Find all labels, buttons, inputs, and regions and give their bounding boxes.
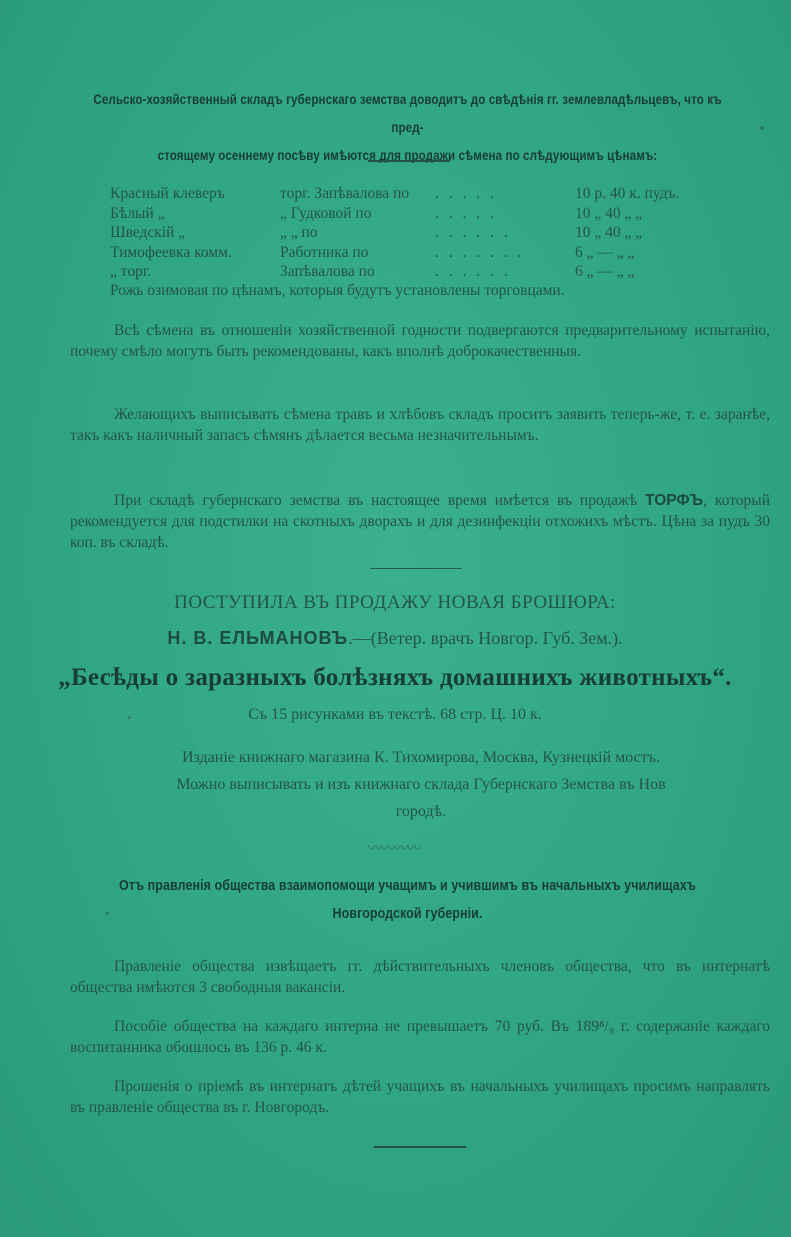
seed-price: 6 „ — „ „ [575,263,635,280]
seed-price: 10 „ 40 „ „ [575,204,643,222]
author-note: .—(Ветер. врачъ Новгор. Губ. Зем.). [348,628,623,648]
seed-source: Работника по [280,243,369,261]
bottom-double-rule [374,1146,466,1148]
price-row [110,223,730,243]
seed-name: Шведскій „ [110,224,186,241]
seed-name: Красный клеверъ [110,185,225,202]
peat-bold: ТОРФЪ [645,492,704,509]
publisher-info [66,744,776,825]
seed-price: 10 „ 40 „ „ [575,224,643,241]
warehouse-heading-line2: стоящему осеннему посѣву имѣются для продажи сѣмена по слѣдующимъ цѣнамъ: [157,148,658,163]
publisher-line3: городѣ. [395,803,447,820]
leader-dots: . . . . . . . [435,243,525,261]
price-row [110,204,730,224]
peat-paragraph [70,490,770,553]
seed-price: 6 „ — „ „ [575,243,635,261]
leader-dots: . . . . . . [435,263,511,280]
society-heading [91,872,723,928]
publisher-line1: Изданіе книжнаго магазина К. Тихомирова, Москва, Кузнецкій мостъ. [181,749,661,766]
new-brochure-announcement: ПОСТУПИЛА ВЪ ПРОДАЖУ НОВАЯ БРОШЮРА: [174,592,616,613]
author-name: Н. В. ЕЛЬМАНОВЪ [167,628,349,648]
print-speck [760,126,764,130]
price-row [110,262,730,282]
leader-dots: . . . . . [435,204,497,222]
leader-dots: . . . . . [435,185,497,202]
seed-name: Тимофеевка комм. [110,243,232,261]
seed-name: Бѣлый „ [110,204,165,222]
brochure-author [40,628,750,649]
society-heading-line2: Новгородской губерніи. [332,906,483,922]
society-heading-line1: Отъ правленія общества взаимопомощи учащимъ и учившимъ въ начальныхъ училищахъ [118,878,697,894]
warehouse-heading-line1: Сельско-хозяйственный складъ губернскаго земства доводитъ до свѣдѣнія гг. землевладѣльцевъ, что къ пред- [93,92,722,135]
divider-rule [370,568,462,569]
peat-text-before: При складѣ губернскаго земства въ настоящее время имѣется въ продажѣ [114,492,646,509]
publisher-line2: Можно выписывать и изъ книжнаго склада Губернскаго Земства въ Нов [176,776,666,793]
petition-paragraph: Прошенія о пріемѣ въ интернатъ дѣтей учащихъ въ начальныхъ училищахъ просимъ направлять въ правленіе общества въ г. Новгородъ. [70,1078,770,1116]
print-speck [106,912,109,915]
vacancy-paragraph: Правленіе общества извѣщаетъ гг. дѣйствительныхъ членовъ общества, что въ интернатѣ общества имѣются 3 свободныя вакансіи. [70,958,770,996]
double-rule [368,160,450,162]
leader-dots: . . . . . . [435,224,511,241]
print-speck [128,716,131,719]
price-row [110,184,730,204]
warehouse-heading [91,86,723,170]
order-paragraph: Желающихъ выписывать сѣмена травъ и хлѣбовъ складъ проситъ заявить теперь-же, т. е. заранѣе, такъ какъ наличный запасъ сѣмянъ дѣлается весьма незначительнымъ. [70,406,770,444]
price-row [110,243,730,263]
seed-source: „ „ по [280,224,318,241]
rye-line: Рожь озимовая по цѣнамъ, которыя будутъ установлены торговцами. [110,282,565,299]
seed-name: „ торг. [110,263,152,280]
seed-quality-paragraph: Всѣ сѣмена въ отношеніи хозяйственной годности подвергаются предварительному испытанію, почему смѣло могутъ быть рекомендованы, какъ вполнѣ доброкачественныя. [70,322,770,360]
brochure-info: Съ 15 рисунками въ текстѣ. 68 стр. Ц. 10 к. [248,706,542,723]
seed-source: Запѣвалова по [280,263,375,280]
brochure-title: „Бесѣды о заразныхъ болѣзняхъ домашнихъ животныхъ“. [58,664,732,691]
wavy-divider: 〰〰〰〰 [368,842,420,857]
seed-source: торг. Запѣвалова по [280,185,410,202]
allowance-paragraph: Пособіе общества на каждаго интерна не превышаетъ 70 руб. Въ 189⁸/₉ г. содержаніе каждаго воспитанника обошлось въ 136 р. 46 к. [70,1018,770,1056]
seed-source: „ Гудковой по [280,204,372,222]
peat-text-after: , который рекомендуется для подстилки на скотныхъ дворахъ и для дезинфекціи отхожихъ мѣстъ. Цѣна за пудъ 30 коп. въ складѣ. [70,492,770,551]
seed-price: 10 р. 40 к. пудъ. [575,185,680,202]
price-list [110,184,730,282]
